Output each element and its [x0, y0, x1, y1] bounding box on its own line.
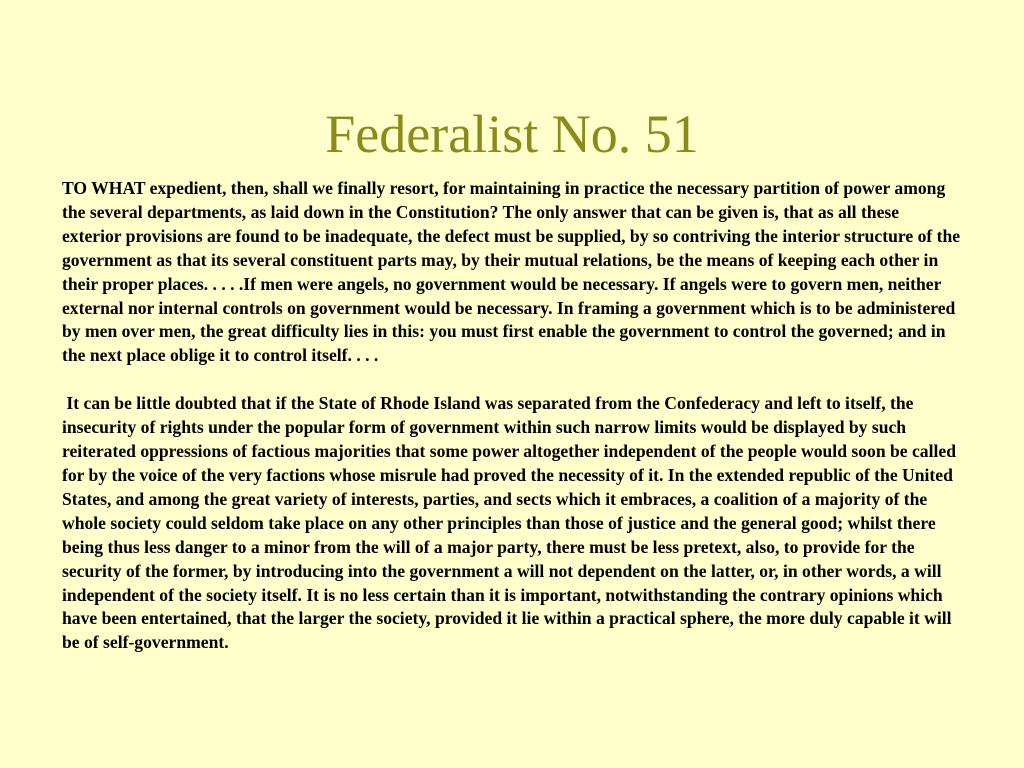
body-paragraph-1: TO WHAT expedient, then, shall we finally resort, for maintaining in practice the necessary partition of power among the several departments, as laid down in the Constitution? The only answer that can be given is, that as all these exterior provisions are found to be inadequate, the defect must be supplied, by so contriving the interior structure of the government as that its several constituent parts may, by their mutual relations, be the means of keeping each other in their proper places. . . . .If men were angels, no government would be necessary. If angels were to govern men, neither external nor internal controls on government would be necessary. In framing a government which is to be administered by men over men, the great difficulty lies in this: you must first enable the government to control the governed; and in the next place oblige it to control itself. . . . — [62, 178, 961, 366]
slide-title: Federalist No. 51 — [325, 104, 699, 164]
body-paragraph-2: It can be little doubted that if the State of Rhode Island was separated from the Confederacy and left to itself, the insecurity of rights under the popular form of government within such narrow limits would be displayed by such reiterated oppressions of factious majorities that some power altogether independent of the people would soon be called for by the voice of the very factions whose misrule had proved the necessity of it. In the extended republic of the United States, and among the great variety of interests, parties, and sects which it embraces, a coalition of a majority of the whole society could seldom take place on any other principles than those of justice and the general good; whilst there being thus less danger to a minor from the will of a major party, there must be less pretext, also, to provide for the security of the former, by introducing into the government a will not dependent on the latter, or, in other words, a will independent of the society itself. It is no less certain than it is important, notwithstanding the contrary opinions which have been entertained, that the larger the society, provided it lie within a practical sphere, the more duly capable it will be of self-government. — [62, 393, 961, 653]
slide-body — [62, 177, 962, 655]
